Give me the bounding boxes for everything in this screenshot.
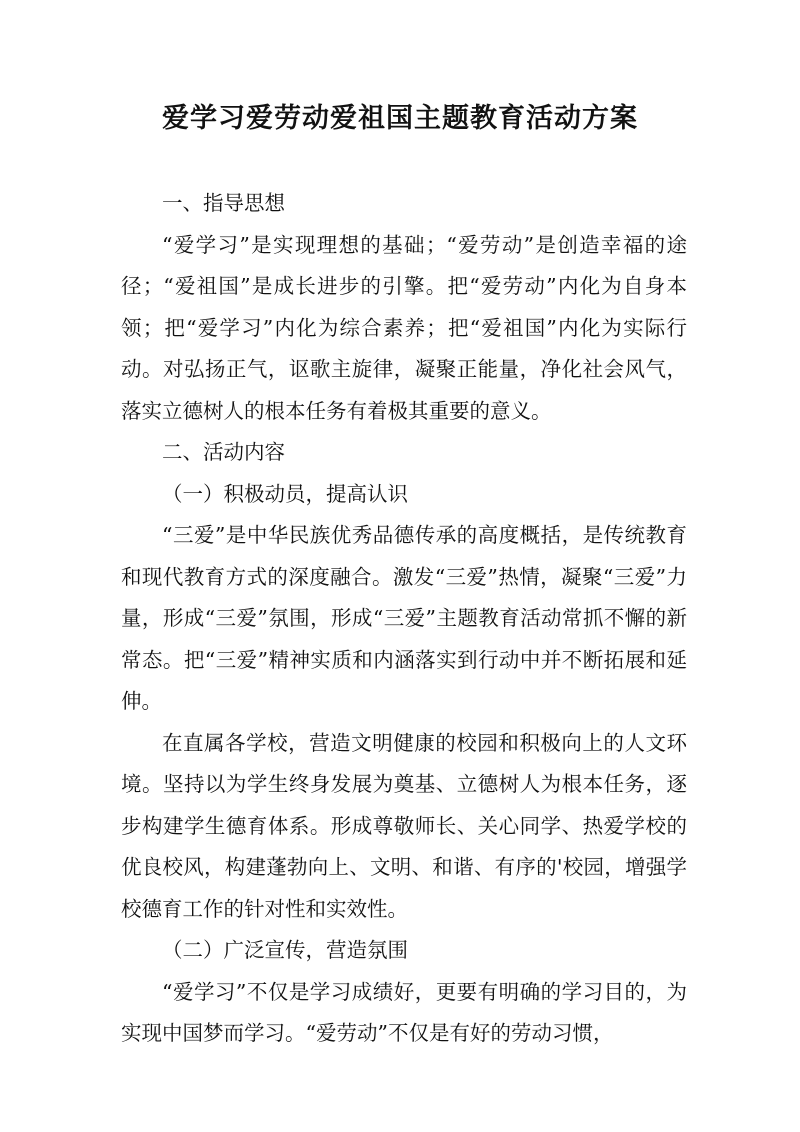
- document-body: [121, 183, 687, 1055]
- document-title: 爱学习爱劳动爱祖国主题教育活动方案: [162, 103, 638, 134]
- paragraph-love-learning: “爱学习”不仅是学习成绩好，更要有明确的学习目的，为实现中国梦而学习。“爱劳动”不仅是有好的劳动习惯，: [121, 979, 687, 1045]
- paragraph-guiding-ideology: “爱学习”是实现理想的基础；“爱劳动”是创造幸福的途径；“爱祖国”是成长进步的引擎。把“爱劳动”内化为自身本领；把“爱学习”内化为综合素养；把“爱祖国”内化为实际行动。对弘扬正气，讴歌主旋律，凝聚正能量，净化社会风气，落实立德树人的根本任务有着极其重要的意义。: [121, 232, 687, 423]
- section-heading-activity-content: 二、活动内容: [162, 440, 285, 464]
- subheading-publicity: （二）广泛宣传，营造氛围: [162, 938, 408, 962]
- paragraph-three-loves: “三爱”是中华民族优秀品德传承的高度概括，是传统教育和现代教育方式的深度融合。激发“三爱”热情，凝聚“三爱”力量，形成“三爱”氛围，形成“三爱”主题教育活动常抓不懈的新常态。把“三爱”精神实质和内涵落实到行动中并不断拓展和延伸。: [121, 523, 687, 713]
- paragraph-schools: 在直属各学校，营造文明健康的校园和积极向上的人文环境。坚持以为学生终身发展为奠基、立德树人为根本任务，逐步构建学生德育体系。形成尊敬师长、关心同学、热爱学校的优良校风，构建蓬勃向上、文明、和谐、有序的'校园，增强学校德育工作的针对性和实效性。: [121, 730, 687, 921]
- subheading-mobilize: （一）积极动员，提高认识: [162, 481, 408, 506]
- section-heading-guiding-ideology: 一、指导思想: [162, 191, 285, 215]
